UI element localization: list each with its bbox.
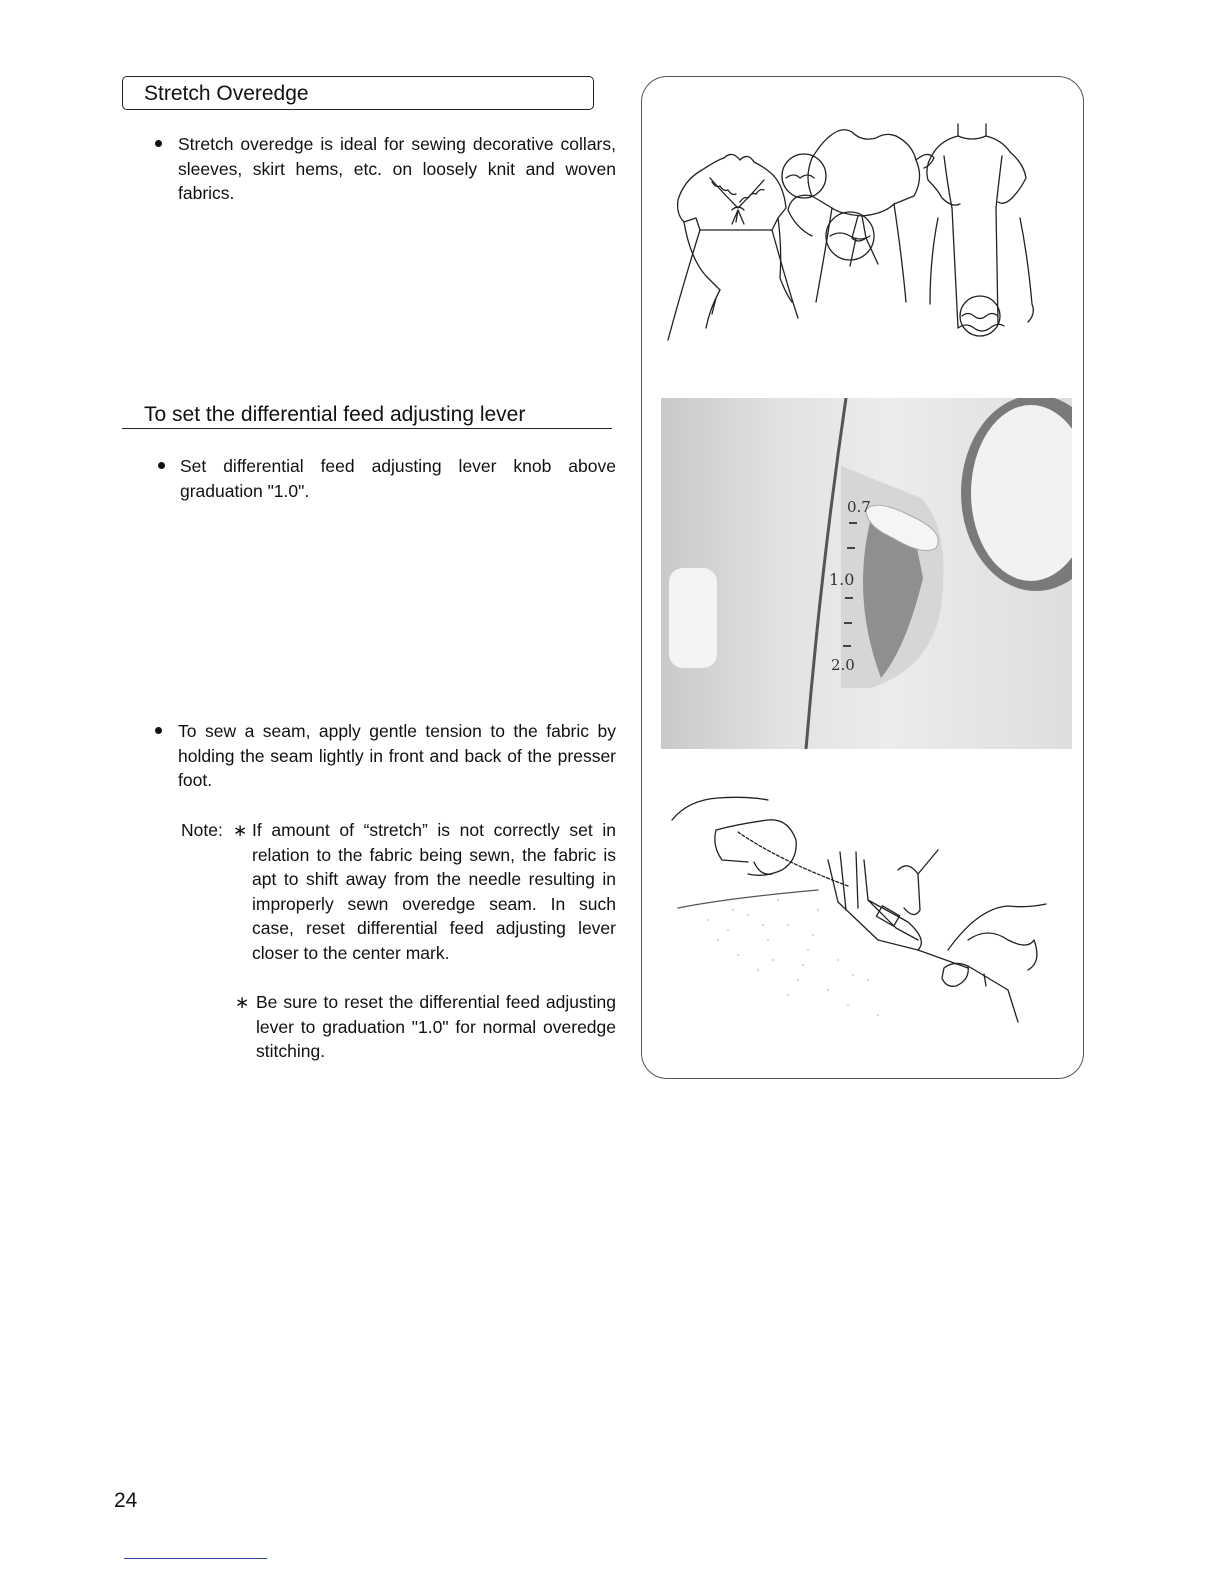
footer-rule bbox=[124, 1558, 267, 1559]
bullet-icon bbox=[158, 462, 165, 469]
page-number: 24 bbox=[114, 1489, 138, 1512]
section-title: Stretch Overedge bbox=[122, 76, 594, 110]
dial-label-1-0: 1.0 bbox=[829, 570, 855, 589]
left-hand-icon bbox=[672, 797, 768, 820]
garment-illustration bbox=[662, 118, 1067, 343]
dial-label-2-0: 2.0 bbox=[831, 656, 855, 674]
blouse-figure bbox=[668, 154, 798, 340]
asterisk-icon: ∗ bbox=[233, 821, 248, 840]
intro-paragraph: Stretch overedge is ideal for sewing decorative collars, sleeves, skirt hems, etc. on loosely knit and woven fabrics. bbox=[178, 134, 616, 203]
sewing-hands-illustration bbox=[668, 790, 1068, 1035]
dial-label-0-7: 0.7 bbox=[847, 498, 871, 516]
note-label: Note: bbox=[181, 820, 223, 840]
note-item-1: If amount of “stretch” is not correctly set in relation to the fabric being sewn, the fabric is apt to shift away from the needle resulting in improperly sewn overedge seam. In such case, reset differential feed adjusting lever closer to the center mark. bbox=[252, 820, 616, 963]
bullet-icon bbox=[155, 140, 162, 147]
note-item-2: Be sure to reset the differential feed adjusting lever to graduation "1.0" for normal overedge stitching. bbox=[256, 992, 616, 1061]
asterisk-icon: ∗ bbox=[235, 993, 250, 1012]
lever-photo bbox=[661, 398, 1072, 749]
subsection-heading: To set the differential feed adjusting lever bbox=[122, 402, 612, 429]
bullet-icon bbox=[155, 727, 162, 734]
seam-instruction: To sew a seam, apply gentle tension to the fabric by holding the seam lightly in front and back of the presser foot. bbox=[178, 721, 616, 790]
presser-foot-icon bbox=[828, 850, 938, 950]
side-bump bbox=[669, 568, 717, 668]
dress-figure bbox=[927, 124, 1033, 336]
lever-instruction: Set differential feed adjusting lever knob above graduation "1.0". bbox=[180, 456, 616, 501]
top-figure bbox=[782, 130, 934, 302]
